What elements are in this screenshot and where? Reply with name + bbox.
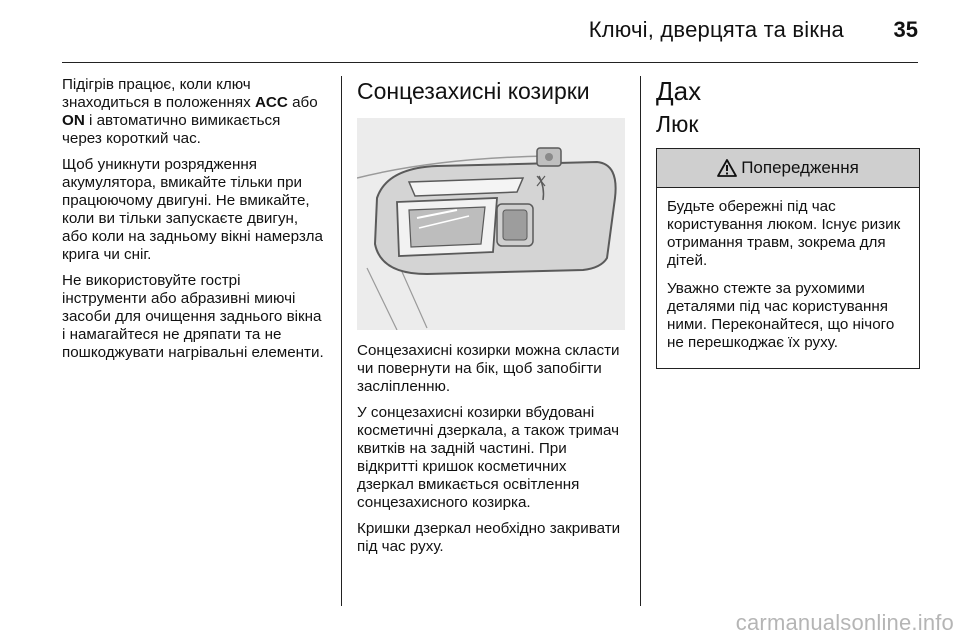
column-right	[656, 76, 920, 369]
paragraph-heating: Підігрів працює, коли ключ знаходиться в положеннях ACC або ON і автоматично вимикається через короткий час.	[62, 76, 318, 147]
warning-paragraph-2: Уважно стежте за рухомими деталями під час користування ними. Переконайтеся, що нічого не перешкоджає їх руху.	[667, 280, 895, 351]
paragraph-visor-mirrors: У сонцезахисні козирки вбудовані косметичні дзеркала, а також тримач квитків на задній частині. При відкритті кришок косметичних дзеркал вмикається освітлення сонцезахисного козирка.	[357, 404, 620, 511]
header-title: Ключі, дверцята та вікна	[588, 17, 844, 42]
warning-box	[656, 148, 920, 369]
page-header	[62, 0, 918, 63]
on-label: ON	[62, 112, 85, 129]
column-left	[62, 76, 324, 370]
warning-triangle-icon	[717, 158, 737, 178]
subheading-sunroof: Люк	[656, 111, 699, 137]
watermark: carmanualsonline.info	[735, 610, 954, 635]
paragraph-visor-fold: Сонцезахисні козирки можна скласти чи повернути на бік, щоб запобігти засліпленню.	[357, 342, 620, 395]
page-number: 35	[893, 17, 918, 42]
column-middle	[357, 76, 625, 564]
sun-visor-illustration	[357, 118, 625, 330]
paragraph-cleaning: Не використовуйте гострі інструменти або абразивні миючі засоби для очищення заднього вікна і намагайтеся не дряпати та не пошкоджувати нагрівальні елементи.	[62, 272, 324, 361]
section-heading-roof: Дах	[656, 76, 702, 106]
warning-title: Попередження	[741, 158, 859, 177]
acc-label: ACC	[254, 94, 288, 111]
warning-paragraph-1: Будьте обережні під час користування люком. Існує ризик отримання травм, зокрема для дітей.	[667, 198, 901, 269]
sun-visor-drawing	[357, 118, 625, 330]
column-divider	[640, 76, 641, 606]
section-heading-sun-visors: Сонцезахисні козирки	[357, 78, 590, 104]
warning-body	[657, 188, 919, 368]
column-divider	[341, 76, 342, 606]
warning-header	[657, 149, 919, 188]
paragraph-battery: Щоб уникнути розрядження акумулятора, вмикайте тільки при працюючому двигуні. Не вмикайте, коли ви тільки запускаєте двигун, або коли на задньому вікні намерзла крига чи сніг.	[62, 156, 323, 263]
paragraph-visor-close: Кришки дзеркал необхідно закривати під час руху.	[357, 520, 621, 555]
